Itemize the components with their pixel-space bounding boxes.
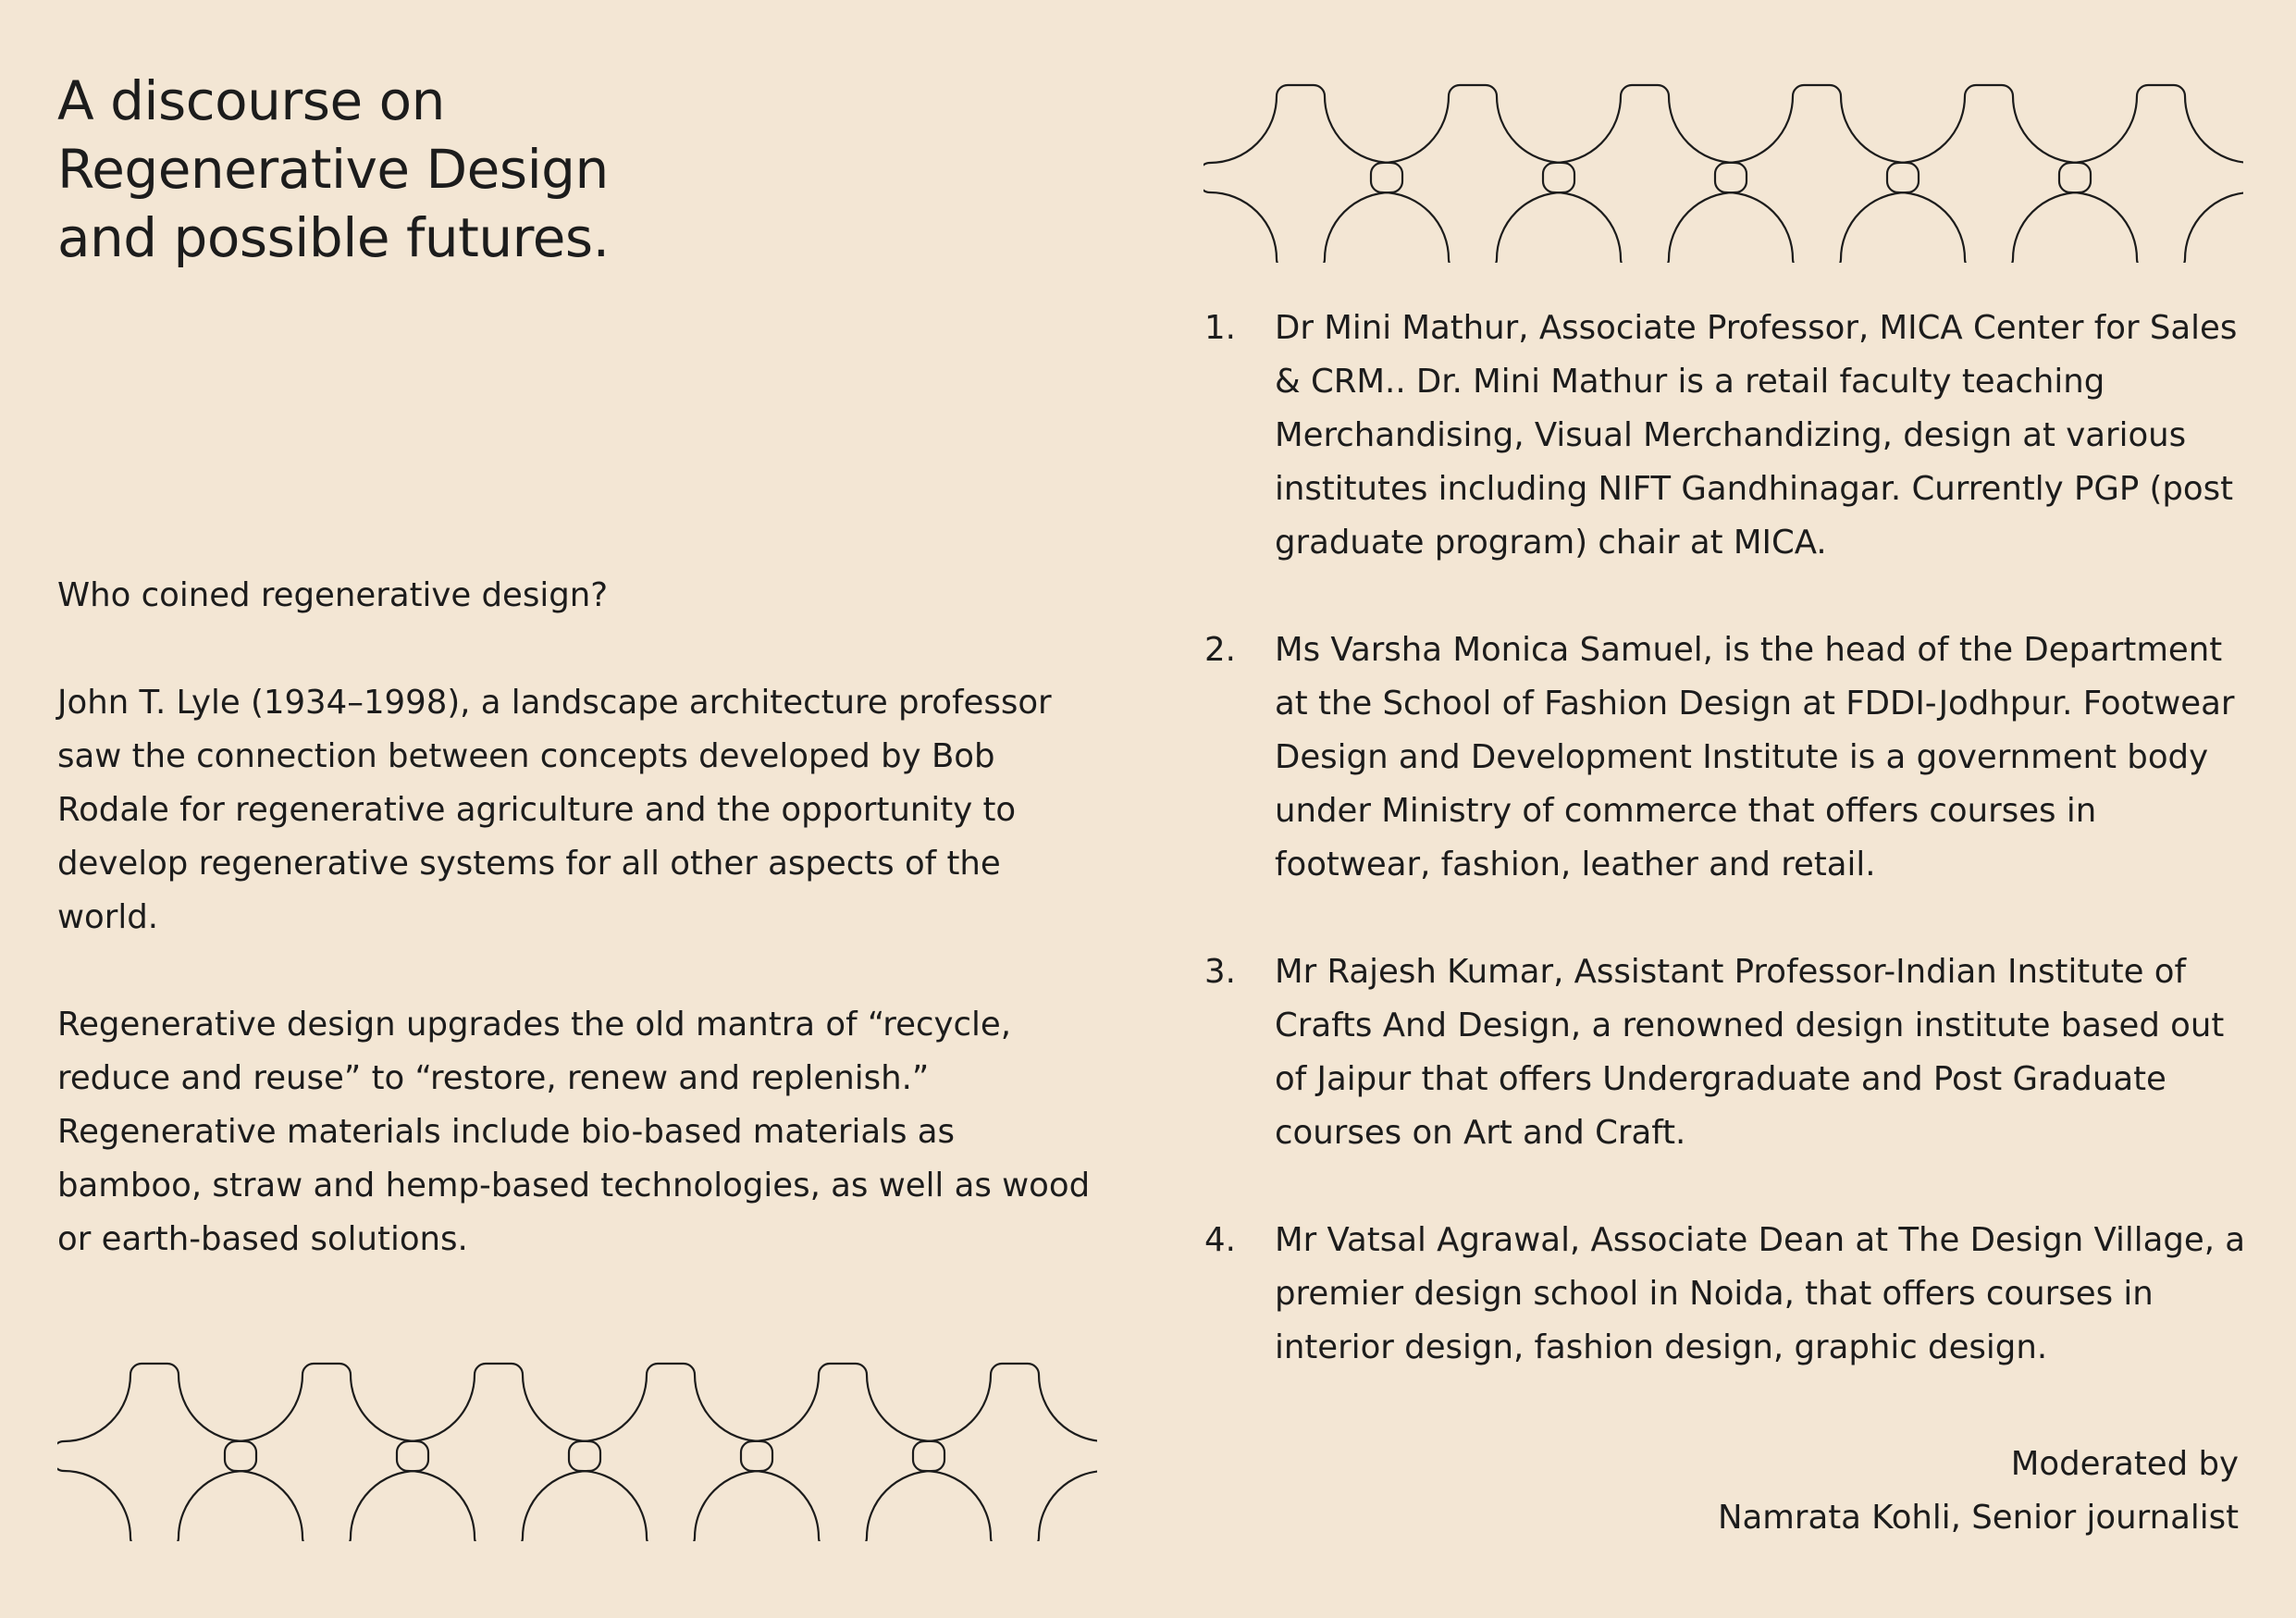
speaker-list bbox=[1204, 302, 2250, 1428]
moderator-name: Namrata Kohli, Senior journalist bbox=[1717, 1499, 2239, 1537]
moderator-credit bbox=[1718, 1438, 2239, 1545]
scalloped-pattern-bottom-left bbox=[57, 1360, 1097, 1541]
page-title bbox=[57, 67, 890, 272]
speaker-number: 1. bbox=[1204, 309, 1236, 347]
speaker-item bbox=[1204, 945, 2250, 1160]
speaker-number: 3. bbox=[1204, 953, 1236, 991]
speaker-description: Ms Varsha Monica Samuel, is the head of the Department at the School of Fashion Design at FDDI-Jodhpur. Footwear Design and Development Institute is a government body under Ministry of commerce that offers courses in footwear, fashion, leather and retail. bbox=[1275, 631, 2235, 883]
paragraph-materials: Regenerative design upgrades the old mantra of “recycle, reduce and reuse” to “restore, renew and replenish.” Regenerative materials include bio-based materials as bamboo, straw and hemp-based technologies, as well as wood or earth-based solutions. bbox=[57, 1006, 1091, 1258]
intro-section bbox=[57, 569, 1093, 1320]
speaker-description: Dr Mini Mathur, Associate Professor, MICA Center for Sales & CRM.. Dr. Mini Mathur is a retail faculty teaching Merchandising, Visual Merchandizing, design at various institutes including NIFT Gandhinagar. Currently PGP (post graduate program) chair at MICA. bbox=[1275, 309, 2238, 562]
question: Who coined regenerative design? bbox=[57, 576, 609, 614]
title-line-3: and possible futures. bbox=[57, 206, 610, 269]
speaker-item bbox=[1204, 302, 2250, 570]
speaker-description: Mr Rajesh Kumar, Assistant Professor-Indian Institute of Crafts And Design, a renowned design institute based out of Jaipur that offers Undergraduate and Post Graduate courses on Art and Craft. bbox=[1275, 953, 2225, 1152]
title-line-2: Regenerative Design bbox=[57, 138, 609, 201]
paragraph-origin: John T. Lyle (1934–1998), a landscape architecture professor saw the connection between concepts developed by Bob Rodale for regenerative agriculture and the opportunity to develop regenerative systems for all other aspects of the world. bbox=[57, 684, 1052, 936]
speaker-description: Mr Vatsal Agrawal, Associate Dean at The Design Village, a premier design school in Noida, that offers courses in interior design, fashion design, graphic design. bbox=[1275, 1221, 2246, 1366]
scalloped-pattern-top-right bbox=[1204, 81, 2243, 263]
moderator-label: Moderated by bbox=[2010, 1445, 2239, 1483]
speaker-item bbox=[1204, 624, 2250, 892]
title-line-1: A discourse on bbox=[57, 69, 445, 132]
speaker-item bbox=[1204, 1214, 2250, 1375]
speaker-number: 2. bbox=[1204, 631, 1236, 669]
speaker-number: 4. bbox=[1204, 1221, 1236, 1259]
